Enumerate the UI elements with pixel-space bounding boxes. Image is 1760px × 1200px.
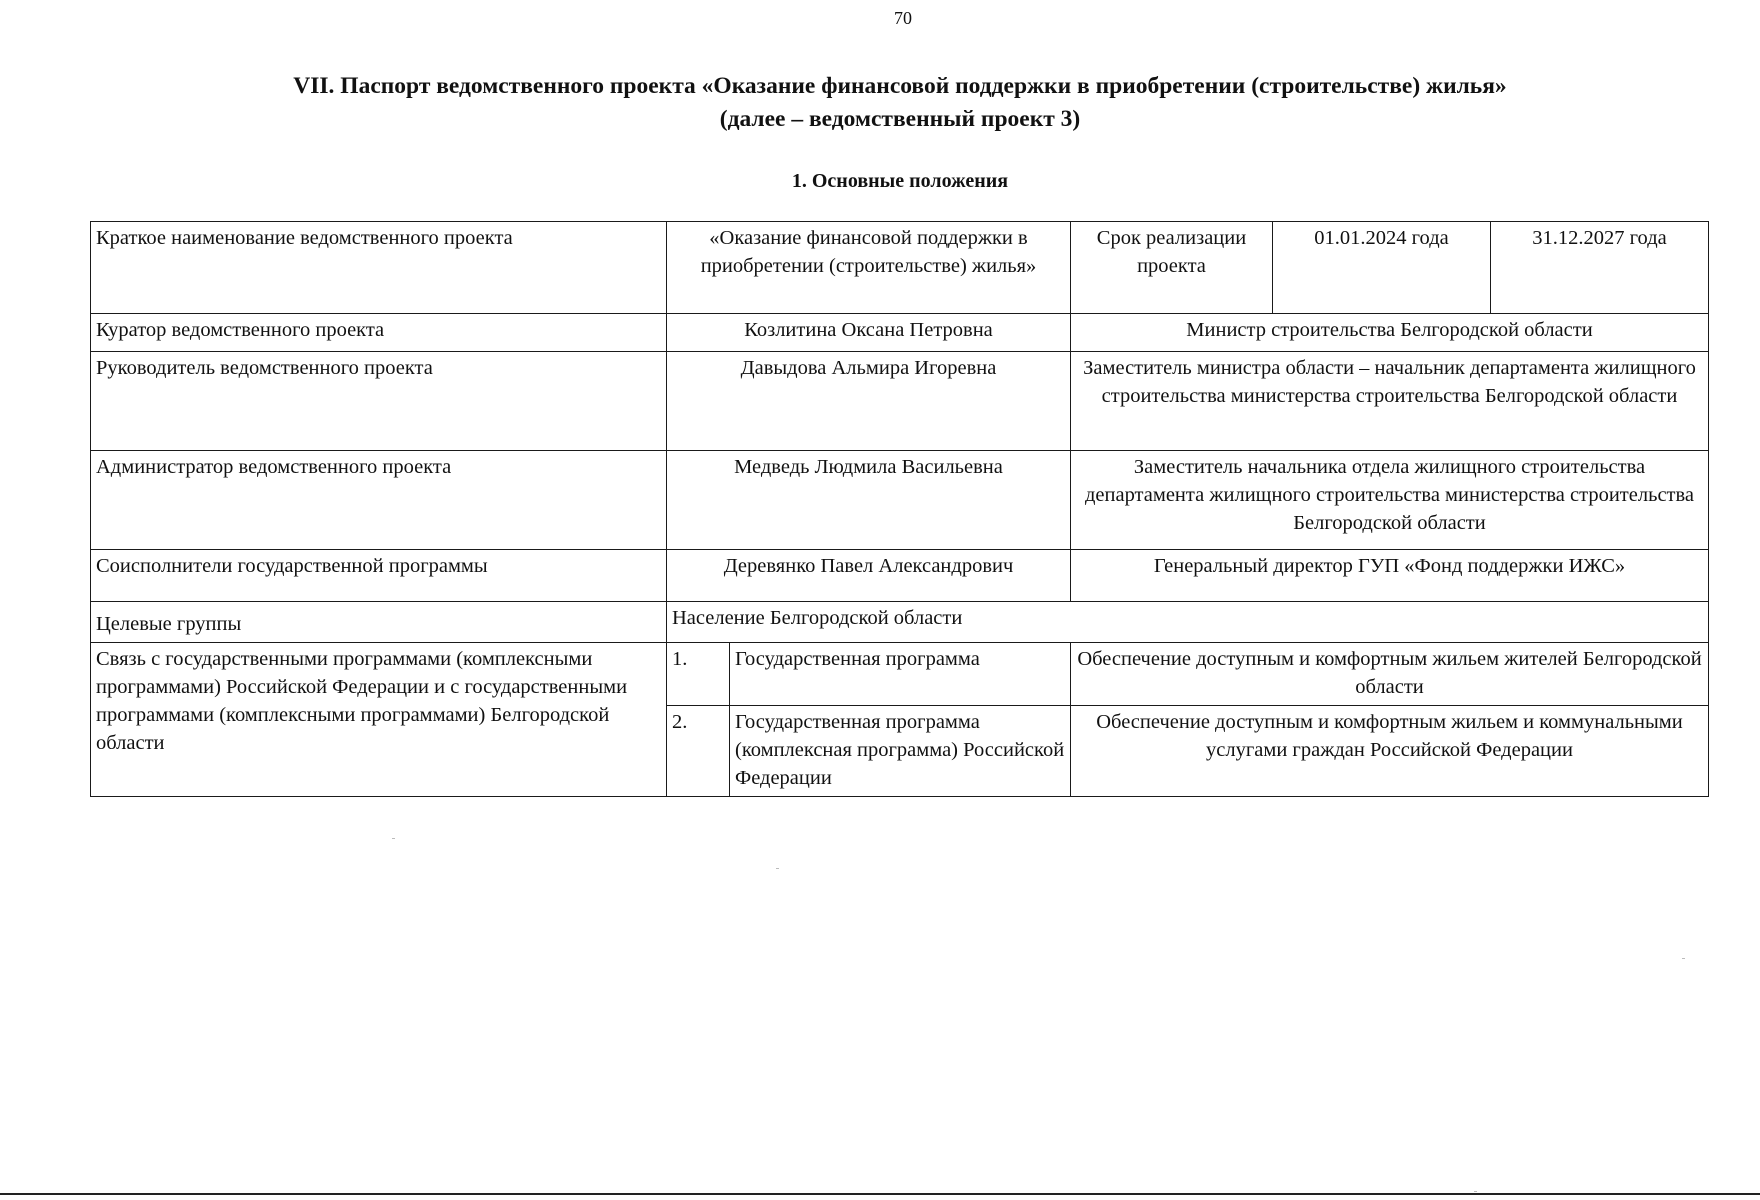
link-type: Государственная программа <box>730 643 1071 706</box>
table-row-short-name <box>91 222 1709 314</box>
table-row-target-groups <box>91 602 1709 643</box>
target-groups-value: Население Белгородской области <box>667 602 1709 643</box>
link-program-name: Обеспечение доступным и комфортным жильем жителей Белгородской области <box>1071 643 1709 706</box>
document-heading <box>0 70 1760 136</box>
head-name: Давыдова Альмира Игоревна <box>667 352 1071 451</box>
bottom-scan-edge <box>0 1193 1760 1195</box>
link-program-name: Обеспечение доступным и комфортным жильем и коммунальными услугами граждан Российской Федерации <box>1071 706 1709 797</box>
heading-line-2: (далее – ведомственный проект 3) <box>719 106 1081 132</box>
administrator-label: Администратор ведомственного проекта <box>91 451 667 550</box>
link-type: Государственная программа (комплексная программа) Российской Федерации <box>730 706 1071 797</box>
scan-speck <box>776 868 779 869</box>
co-executors-label: Соисполнители государственной программы <box>91 550 667 602</box>
co-executors-name: Деревянко Павел Александрович <box>667 550 1071 602</box>
table-row-curator <box>91 314 1709 352</box>
link-num: 1. <box>667 643 730 706</box>
project-passport-table <box>90 221 1709 797</box>
table-row-co-executors <box>91 550 1709 602</box>
table-row-head <box>91 352 1709 451</box>
links-label: Связь с государственными программами (комплексными программами) Российской Федерации и с государственными программами (комплексными программами) Белгородской области <box>91 643 667 797</box>
head-position: Заместитель министра области – начальник департамента жилищного строительства министерства строительства Белгородской области <box>1071 352 1709 451</box>
table-row-link-1 <box>91 643 1709 706</box>
page-number: 70 <box>894 8 912 28</box>
period-label: Срок реализации проекта <box>1071 222 1273 314</box>
target-groups-label: Целевые группы <box>91 602 667 643</box>
head-label: Руководитель ведомственного проекта <box>91 352 667 451</box>
curator-name: Козлитина Оксана Петровна <box>667 314 1071 352</box>
short-name-value: «Оказание финансовой поддержки в приобретении (строительстве) жилья» <box>667 222 1071 314</box>
co-executors-position: Генеральный директор ГУП «Фонд поддержки ИЖС» <box>1071 550 1709 602</box>
scan-speck <box>1682 958 1685 959</box>
scan-speck <box>392 838 395 839</box>
short-name-label: Краткое наименование ведомственного проекта <box>91 222 667 314</box>
curator-position: Министр строительства Белгородской области <box>1071 314 1709 352</box>
link-num: 2. <box>667 706 730 797</box>
administrator-name: Медведь Людмила Васильевна <box>667 451 1071 550</box>
administrator-position: Заместитель начальника отдела жилищного строительства департамента жилищного строительства министерства строительства Белгородской области <box>1071 451 1709 550</box>
curator-label: Куратор ведомственного проекта <box>91 314 667 352</box>
section-title: 1. Основные положения <box>791 170 1009 192</box>
heading-line-1: VII. Паспорт ведомственного проекта «Оказание финансовой поддержки в приобретении (строительстве) жилья» <box>293 73 1507 99</box>
table-row-administrator <box>91 451 1709 550</box>
scan-speck <box>1474 1191 1477 1192</box>
period-start: 01.01.2024 года <box>1273 222 1491 314</box>
period-end: 31.12.2027 года <box>1491 222 1709 314</box>
